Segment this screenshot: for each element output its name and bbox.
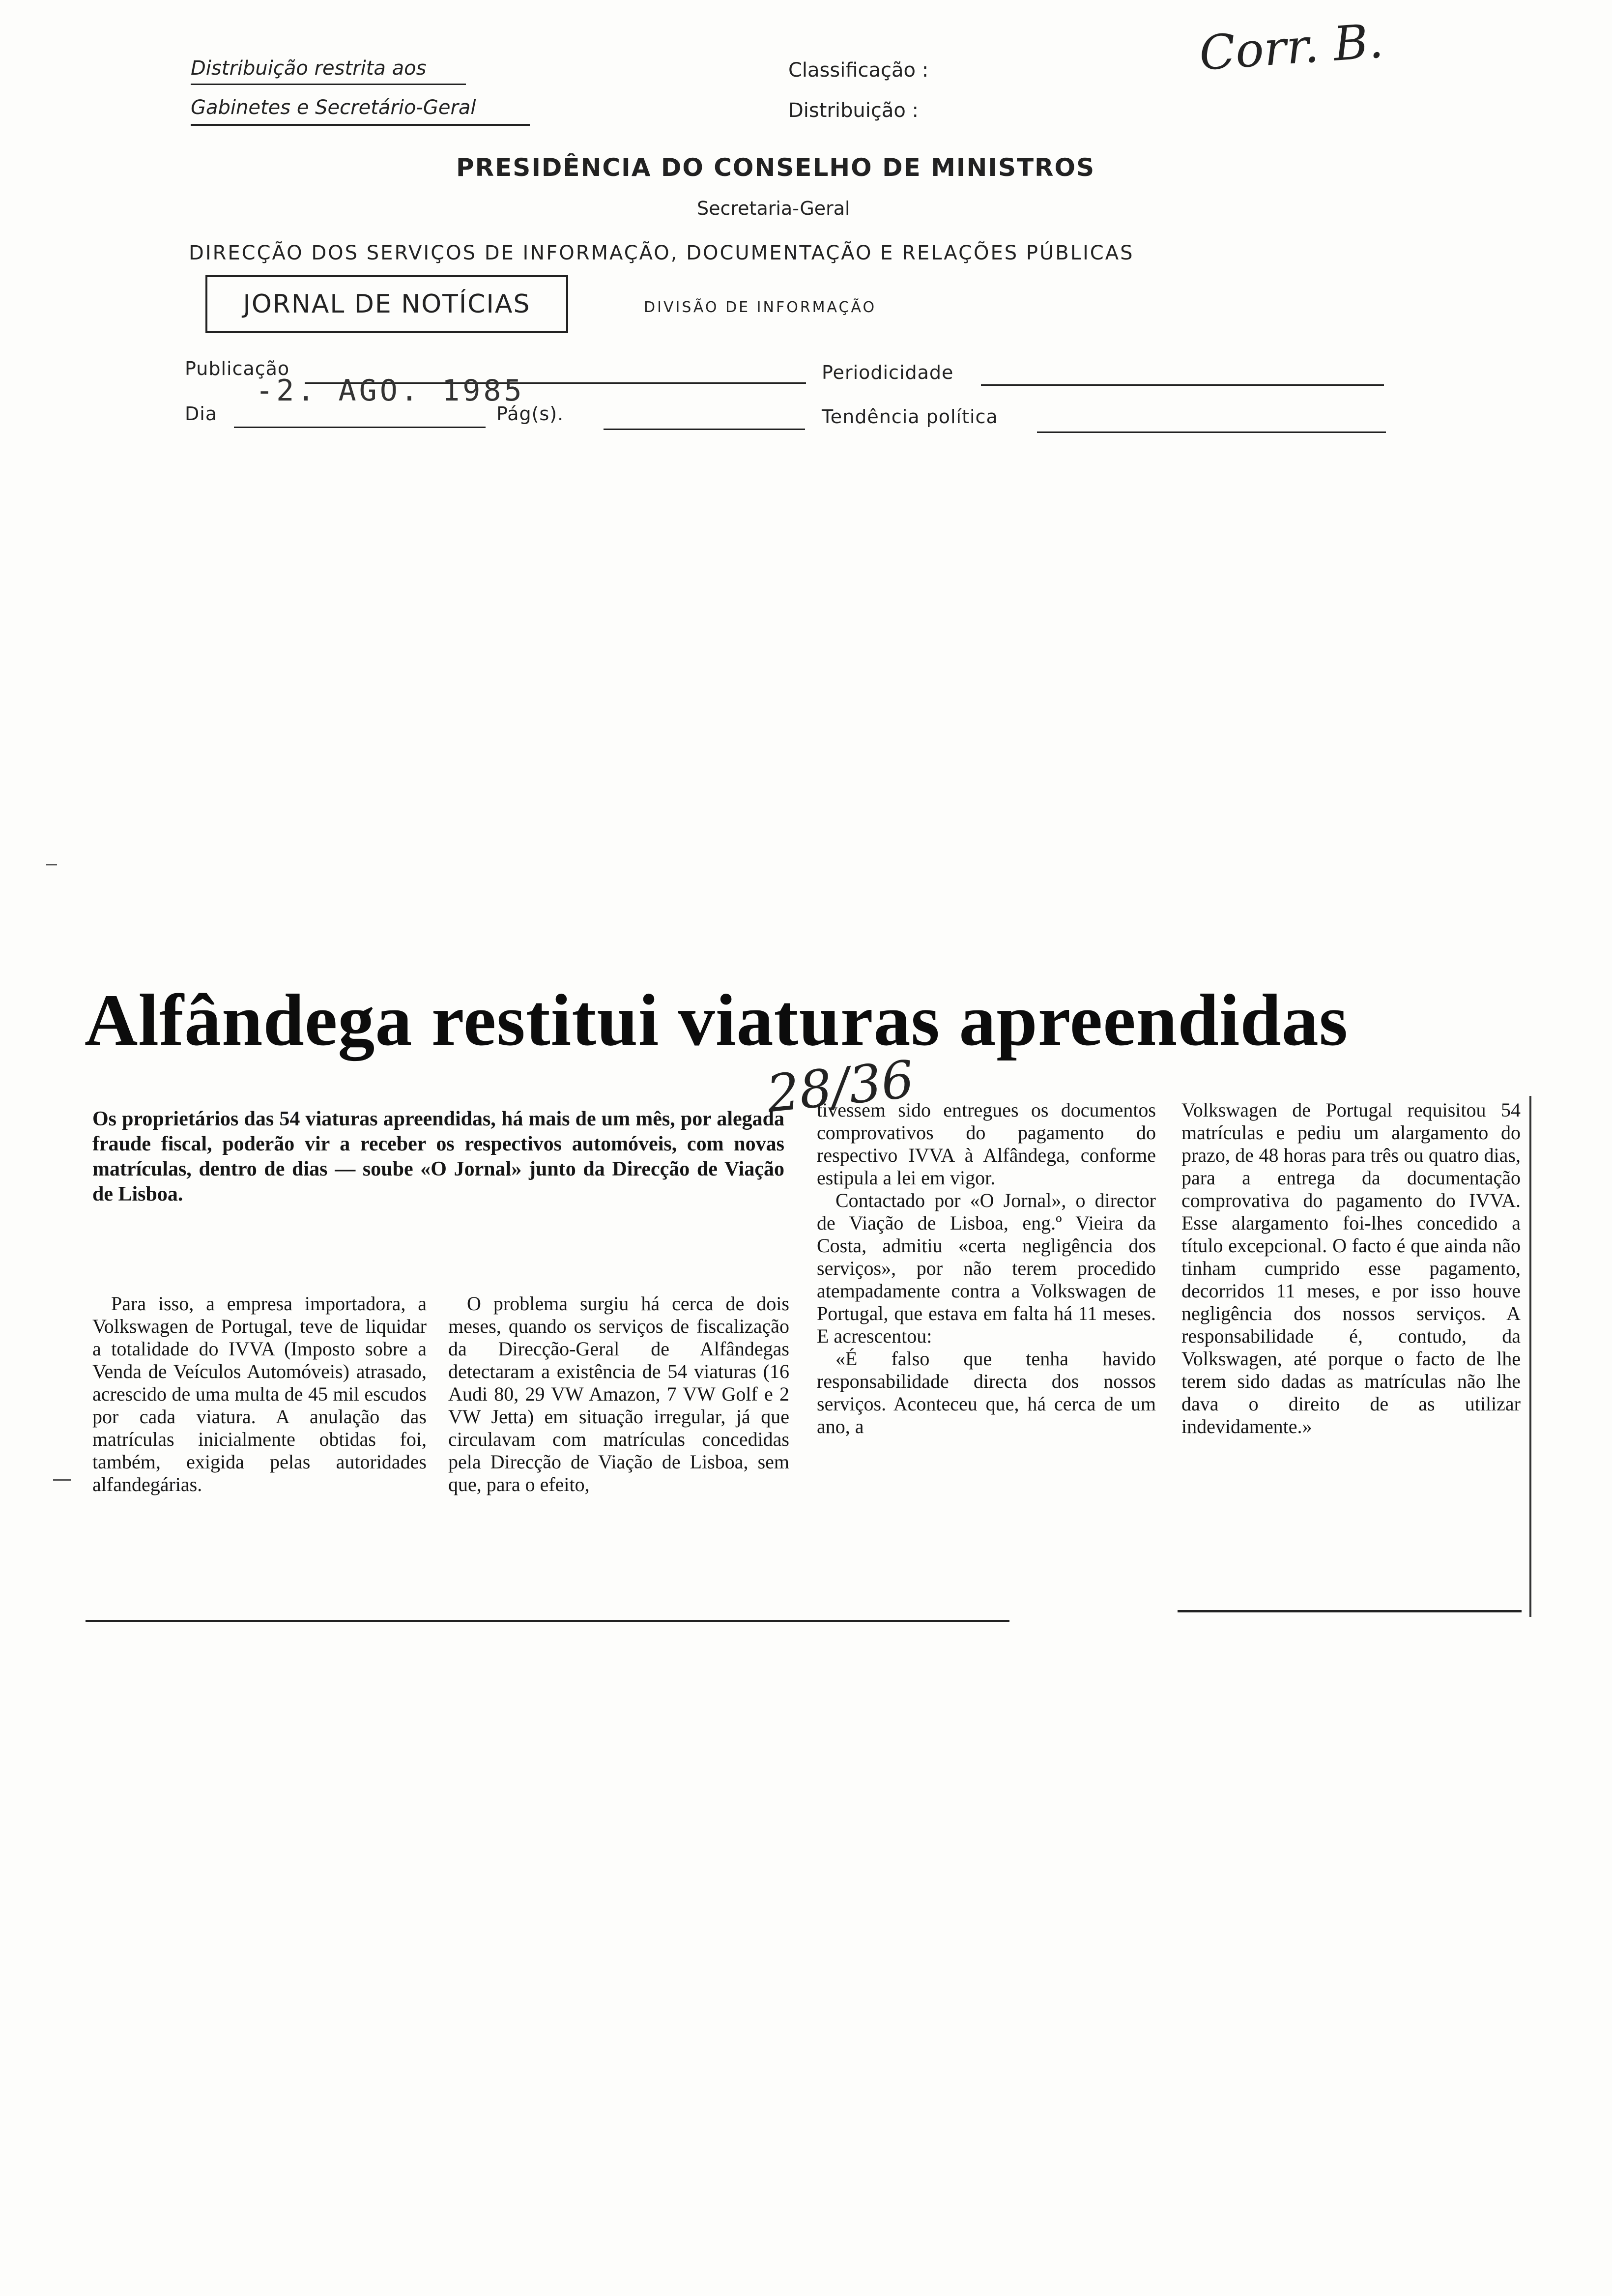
paragraph: Contactado por «O Jornal», o director de Viação de Lisboa, eng.º Vieira da Costa, admitiu «certa negligência dos serviços», por não terem procedido atempadamente contra a Volkswagen de Portugal, que estava em falta há 11 meses. E acrescentou:	[817, 1189, 1156, 1347]
column-rule	[1529, 1096, 1531, 1617]
divider	[191, 124, 530, 126]
divider	[191, 84, 466, 85]
article-column-4	[1181, 1099, 1521, 1438]
paragraph: «É falso que tenha havido responsabilidade directa dos nossos serviços. Aconteceu que, há cerca de um ano, a	[817, 1348, 1156, 1437]
division-label: DIVISÃO DE INFORMAÇÃO	[644, 299, 877, 316]
publication-label: Publicação	[185, 358, 290, 379]
article-column-3	[817, 1099, 1156, 1438]
article-lead: Os proprietários das 54 viaturas apreendidas, há mais de um mês, por alegada fraude fiscal, poderão vir a receber os respectivos automóveis, com novas matrículas, dentro de dias — soube «O Jornal» junto da Direcção de Viação de Lisboa.	[92, 1108, 784, 1205]
newspaper-name-box	[205, 275, 568, 333]
periodicity-label: Periodicidade	[822, 362, 954, 383]
classification-label: Classificação :	[788, 59, 929, 82]
pages-label: Pág(s).	[496, 403, 564, 425]
bottom-rule	[1178, 1610, 1522, 1612]
article-column-1	[92, 1292, 427, 1496]
presidency-title: PRESIDÊNCIA DO CONSELHO DE MINISTROS	[456, 153, 1095, 182]
directorate-line: DIRECÇÃO DOS SERVIÇOS DE INFORMAÇÃO, DOCUMENTAÇÃO E RELAÇÕES PÚBLICAS	[189, 242, 1134, 264]
political-tendency-field-line	[1037, 431, 1386, 433]
handwritten-note: Corr. B.	[1197, 13, 1385, 81]
day-label: Dia	[185, 403, 218, 425]
distribution-note-line1: Distribuição restrita aos	[191, 57, 427, 80]
pages-field-line	[604, 429, 805, 430]
day-field-line	[234, 427, 486, 428]
paragraph: O problema surgiu há cerca de dois meses, quando os serviços de fiscalização da Direcção-Geral de Alfândegas detectaram a existência de 54 viaturas (16 Audi 80, 29 VW Amazon, 7 VW Golf e 2 VW Jetta) em situação irregular, já que circulavam com matrículas concedidas pela Direcção de Viação de Lisboa, sem que, para o efeito,	[448, 1292, 789, 1495]
scan-mark	[53, 1479, 71, 1481]
article-headline: Alfândega restitui viaturas apreendidas	[85, 979, 1349, 1061]
distribution-label: Distribuição :	[788, 99, 919, 122]
paragraph: Para isso, a empresa importadora, a Volkswagen de Portugal, teve de liquidar a totalidade do IVVA (Imposto sobre a Venda de Veículos Automóveis) atrasado, acrescido de uma multa de 45 mil escudos por cada viatura. A anulação das matrículas inicialmente obtidas foi, também, exigida pelas autoridades alfandegárias.	[92, 1292, 427, 1495]
paragraph: tivessem sido entregues os documentos comprovativos do pagamento do respectivo IVVA à Alfândega, conforme estipula a lei em vigor.	[817, 1099, 1156, 1189]
periodicity-field-line	[981, 384, 1384, 386]
newspaper-name: JORNAL DE NOTÍCIAS	[243, 289, 531, 319]
date-stamp: -2. AGO. 1985	[256, 373, 525, 408]
handwritten-reference: 28/36	[764, 1049, 917, 1124]
political-tendency-label: Tendência política	[822, 406, 998, 428]
secretariat-subtitle: Secretaria-Geral	[697, 198, 850, 219]
scan-mark	[46, 864, 57, 865]
distribution-note-line2: Gabinetes e Secretário-Geral	[191, 96, 476, 119]
paragraph: Volkswagen de Portugal requisitou 54 matrículas e pediu um alargamento do prazo, de 48 horas para três ou quatro dias, para a entrega da documentação comprovativa do pagamento do IVVA. Esse alargamento foi-lhes concedido a título excepcional. O facto é que ainda não tinham cumprido esse pagamento, decorridos 11 meses, e por isso houve negligência dos nossos serviços. A responsabilidade é, contudo, da Volkswagen, até porque o facto de lhe terem sido dadas as matrículas não lhe dava o direito de as utilizar indevidamente.»	[1181, 1099, 1521, 1437]
article-column-2	[448, 1292, 789, 1496]
bottom-rule	[86, 1620, 1009, 1622]
